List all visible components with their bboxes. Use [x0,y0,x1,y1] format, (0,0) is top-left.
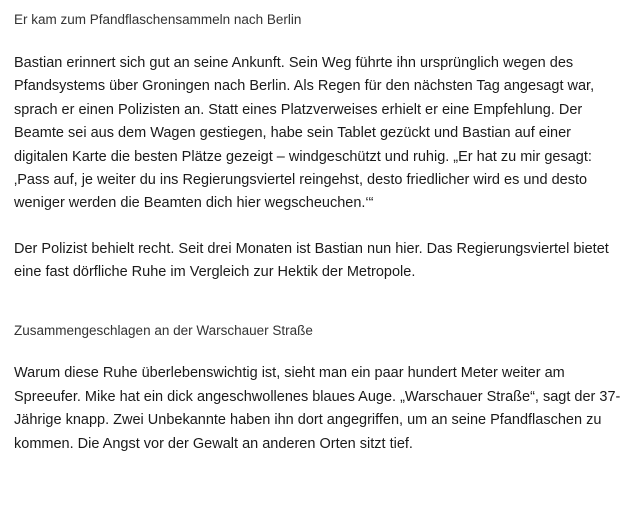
section-heading-1: Er kam zum Pfandflaschensammeln nach Berlin [14,12,302,27]
section-heading-2: Zusammengeschlagen an der Warschauer Straße [14,322,313,338]
paragraph: Bastian erinnert sich gut an seine Ankunft. Sein Weg führte ihn ursprünglich wegen des Pfandsystems über Groningen nach Berlin. Als Regen für den nächsten Tag angesagt war, sprach er einen Polizisten an. Statt eines Platzverweises erhielt er eine Empfehlung. Der Beamte sei aus dem Wagen gestiegen, habe sein Tablet gezückt und Bastian auf einer digitalen Karte die besten Plätze gezeigt – windgeschützt und ruhig. „Er hat zu mir gesagt: ‚Pass auf, je weiter du ins Regierungsviertel reingehst, desto friedlicher wird es und desto weniger werden die Beamten dich hier wegscheuchen.‘“ [14,54,595,212]
paragraph: Der Polizist behielt recht. Seit drei Monaten ist Bastian nun hier. Das Regierungsviertel bietet eine fast dörfliche Ruhe im Vergleich zur Hektik der Metropole. [14,240,609,281]
paragraph: Warum diese Ruhe überlebenswichtig ist, sieht man ein paar hundert Meter weiter am Spreeufer. Mike hat ein dick angeschwollenes blaues Auge. „Warschauer Straße“, sagt der 37-Jährige knapp. Zwei Unbekannte haben ihn dort angegriffen, um an seine Pfandflaschen zu kommen. Die Angst vor der Gewalt an anderen Orten sitzt tief. [14,365,621,452]
